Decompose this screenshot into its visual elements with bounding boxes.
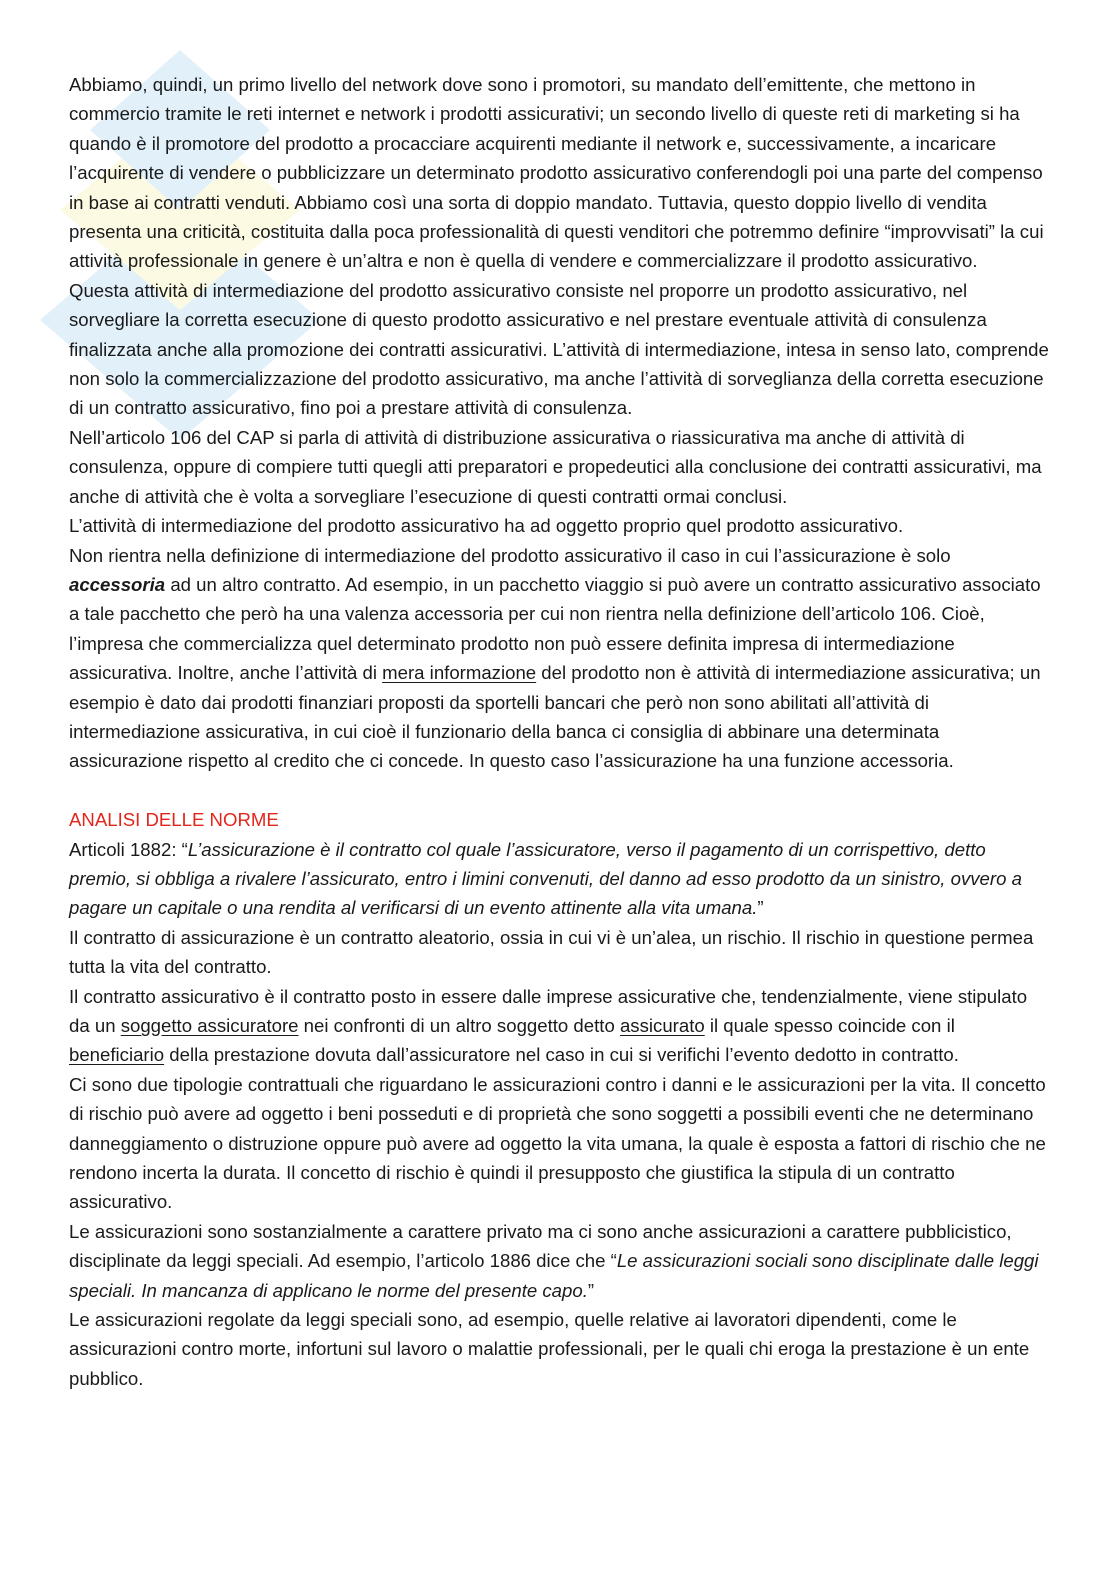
text-run: ad un altro contratto. Ad esempio, in un pacchetto viaggio si può avere un contratto assicurativo associato a tale pacchetto che però ha una valenza accessoria per cui non rientra nella definizione dell’articolo 106. Cioè, l’impresa che commercializza quel determinato prodotto non può essere definita impresa di intermediazione assicurativa. Inoltre, anche l’attività di bbox=[69, 573, 1041, 684]
text-run: del prodotto non è attività di intermediazione assicurativa; un esempio è dato dai prodotti finanziari proposti da sportelli bancari che però non sono abilitati all’attività di intermediazione assicurativa, in cui cioè il funzionario della banca ci consiglia di abbinare una determinata assicurazione rispetto al credito che ci concede. In questo caso l’assicurazione ha una funzione accessoria. bbox=[69, 662, 1041, 772]
underlined-term: assicurato bbox=[619, 1014, 705, 1036]
text-run: della prestazione dovuta dall’assicuratore nel caso in cui si verifichi l’evento dedotto in contratto. bbox=[164, 1044, 959, 1066]
paragraph bbox=[69, 1217, 1049, 1305]
spacer bbox=[69, 776, 1049, 805]
paragraph bbox=[69, 982, 1049, 1070]
text-run: Non rientra nella definizione di intermediazione del prodotto assicurativo il caso in cui l’assicurazione è solo bbox=[69, 544, 951, 566]
underlined-term: beneficiario bbox=[69, 1044, 165, 1066]
paragraph: Nell’articolo 106 del CAP si parla di attività di distribuzione assicurativa o riassicurativa ma anche di attività di consulenza, oppure di compiere tutti quegli atti preparatori e propedeutici alla conclusione dei contratti assicurativi, ma anche di attività che è volta a sorvegliare l’esecuzione di questi contratti ormai conclusi. bbox=[69, 426, 1042, 507]
paragraph bbox=[69, 541, 1049, 776]
text-run: il quale spesso coincide con il bbox=[704, 1014, 955, 1036]
quoted-article: L’assicurazione è il contratto col quale l’assicuratore, verso il pagamento di un corrispettivo, detto premio, si obbliga a rivalere l’assicurato, entro i limini convenuti, del danno ad esso prodotto da un sinistro, ovvero a pagare un capitale o una rendita al verificarsi di un evento attinente alla vita umana. bbox=[69, 838, 1022, 919]
text-run: Le assicurazioni sono sostanzialmente a carattere privato ma ci sono anche assicurazioni a carattere pubblicistico, disciplinate da leggi speciali. Ad esempio, l’articolo 1886 dice che “ bbox=[69, 1220, 1012, 1272]
document-body bbox=[69, 70, 1049, 1393]
paragraph: Questa attività di intermediazione del prodotto assicurativo consiste nel proporre un prodotto assicurativo, nel sorvegliare la corretta esecuzione di questo prodotto assicurativo e nel prestare eventuale attività di consulenza finalizzata anche alla promozione dei contratti assicurativi. L’attività di intermediazione, intesa in senso lato, comprende non solo la commercializzazione del prodotto assicurativo, ma anche l’attività di sorveglianza della corretta esecuzione di un contratto assicurativo, fino poi a prestare attività di consulenza. bbox=[69, 279, 1049, 419]
emphasis-accessoria: accessoria bbox=[69, 573, 166, 595]
text-run: ” bbox=[757, 897, 764, 919]
text-run: Il contratto assicurativo è il contratto posto in essere dalle imprese assicurative che, tendenzialmente, viene stipulato da un bbox=[69, 985, 1028, 1036]
paragraph: Ci sono due tipologie contrattuali che riguardano le assicurazioni contro i danni e le assicurazioni per la vita. Il concetto di rischio può avere ad oggetto i beni posseduti e di proprietà che sono soggetti a possibili eventi che ne determinano danneggiamento o distruzione oppure può avere ad oggetto la vita umana, la quale è esposta a fattori di rischio che ne rendono incerta la durata. Il concetto di rischio è quindi il presupposto che giustifica la stipula di un contratto assicurativo. bbox=[69, 1073, 1046, 1213]
text-run: nei confronti di un altro soggetto detto bbox=[298, 1014, 620, 1036]
paragraph: Le assicurazioni regolate da leggi speciali sono, ad esempio, quelle relative ai lavoratori dipendenti, come le assicurazioni contro morte, infortuni sul lavoro o malattie professionali, per le quali chi eroga la prestazione è un ente pubblico. bbox=[69, 1309, 1030, 1389]
paragraph: Abbiamo, quindi, un primo livello del network dove sono i promotori, su mandato dell’emittente, che mettono in commercio tramite le reti internet e network i prodotti assicurativi; un secondo livello di queste reti di marketing si ha quando è il promotore del prodotto a procacciare acquirenti mediante il network e, successivamente, a incaricare l’acquirente di vendere o pubblicizzare un determinato prodotto assicurativo conferendogli poi una parte del compenso in base ai contratti venduti. Abbiamo così una sorta di doppio mandato. Tuttavia, questo doppio livello di vendita presenta una criticità, costituita dalla poca professionalità di questi venditori che potremmo definire “improvvisati” la cui attività professionale in genere è un’altra e non è quella di vendere e commercializzare il prodotto assicurativo. bbox=[69, 74, 1044, 272]
section-heading: ANALISI DELLE NORME bbox=[69, 809, 279, 831]
quoted-article: Le assicurazioni sociali sono disciplinate dalle leggi speciali. In mancanza di applicano le norme del presente capo. bbox=[69, 1250, 1039, 1301]
paragraph: Il contratto di assicurazione è un contratto aleatorio, ossia in cui vi è un’alea, un rischio. Il rischio in questione permea tutta la vita del contratto. bbox=[69, 926, 1034, 978]
text-run: ” bbox=[587, 1279, 595, 1301]
underlined-term: soggetto assicuratore bbox=[120, 1014, 299, 1036]
paragraph: L’attività di intermediazione del prodotto assicurativo ha ad oggetto proprio quel prodotto assicurativo. bbox=[69, 515, 904, 537]
underlined-term: mera informazione bbox=[382, 662, 537, 684]
text-run: Articoli 1882: “ bbox=[69, 838, 188, 860]
paragraph bbox=[69, 835, 1049, 923]
